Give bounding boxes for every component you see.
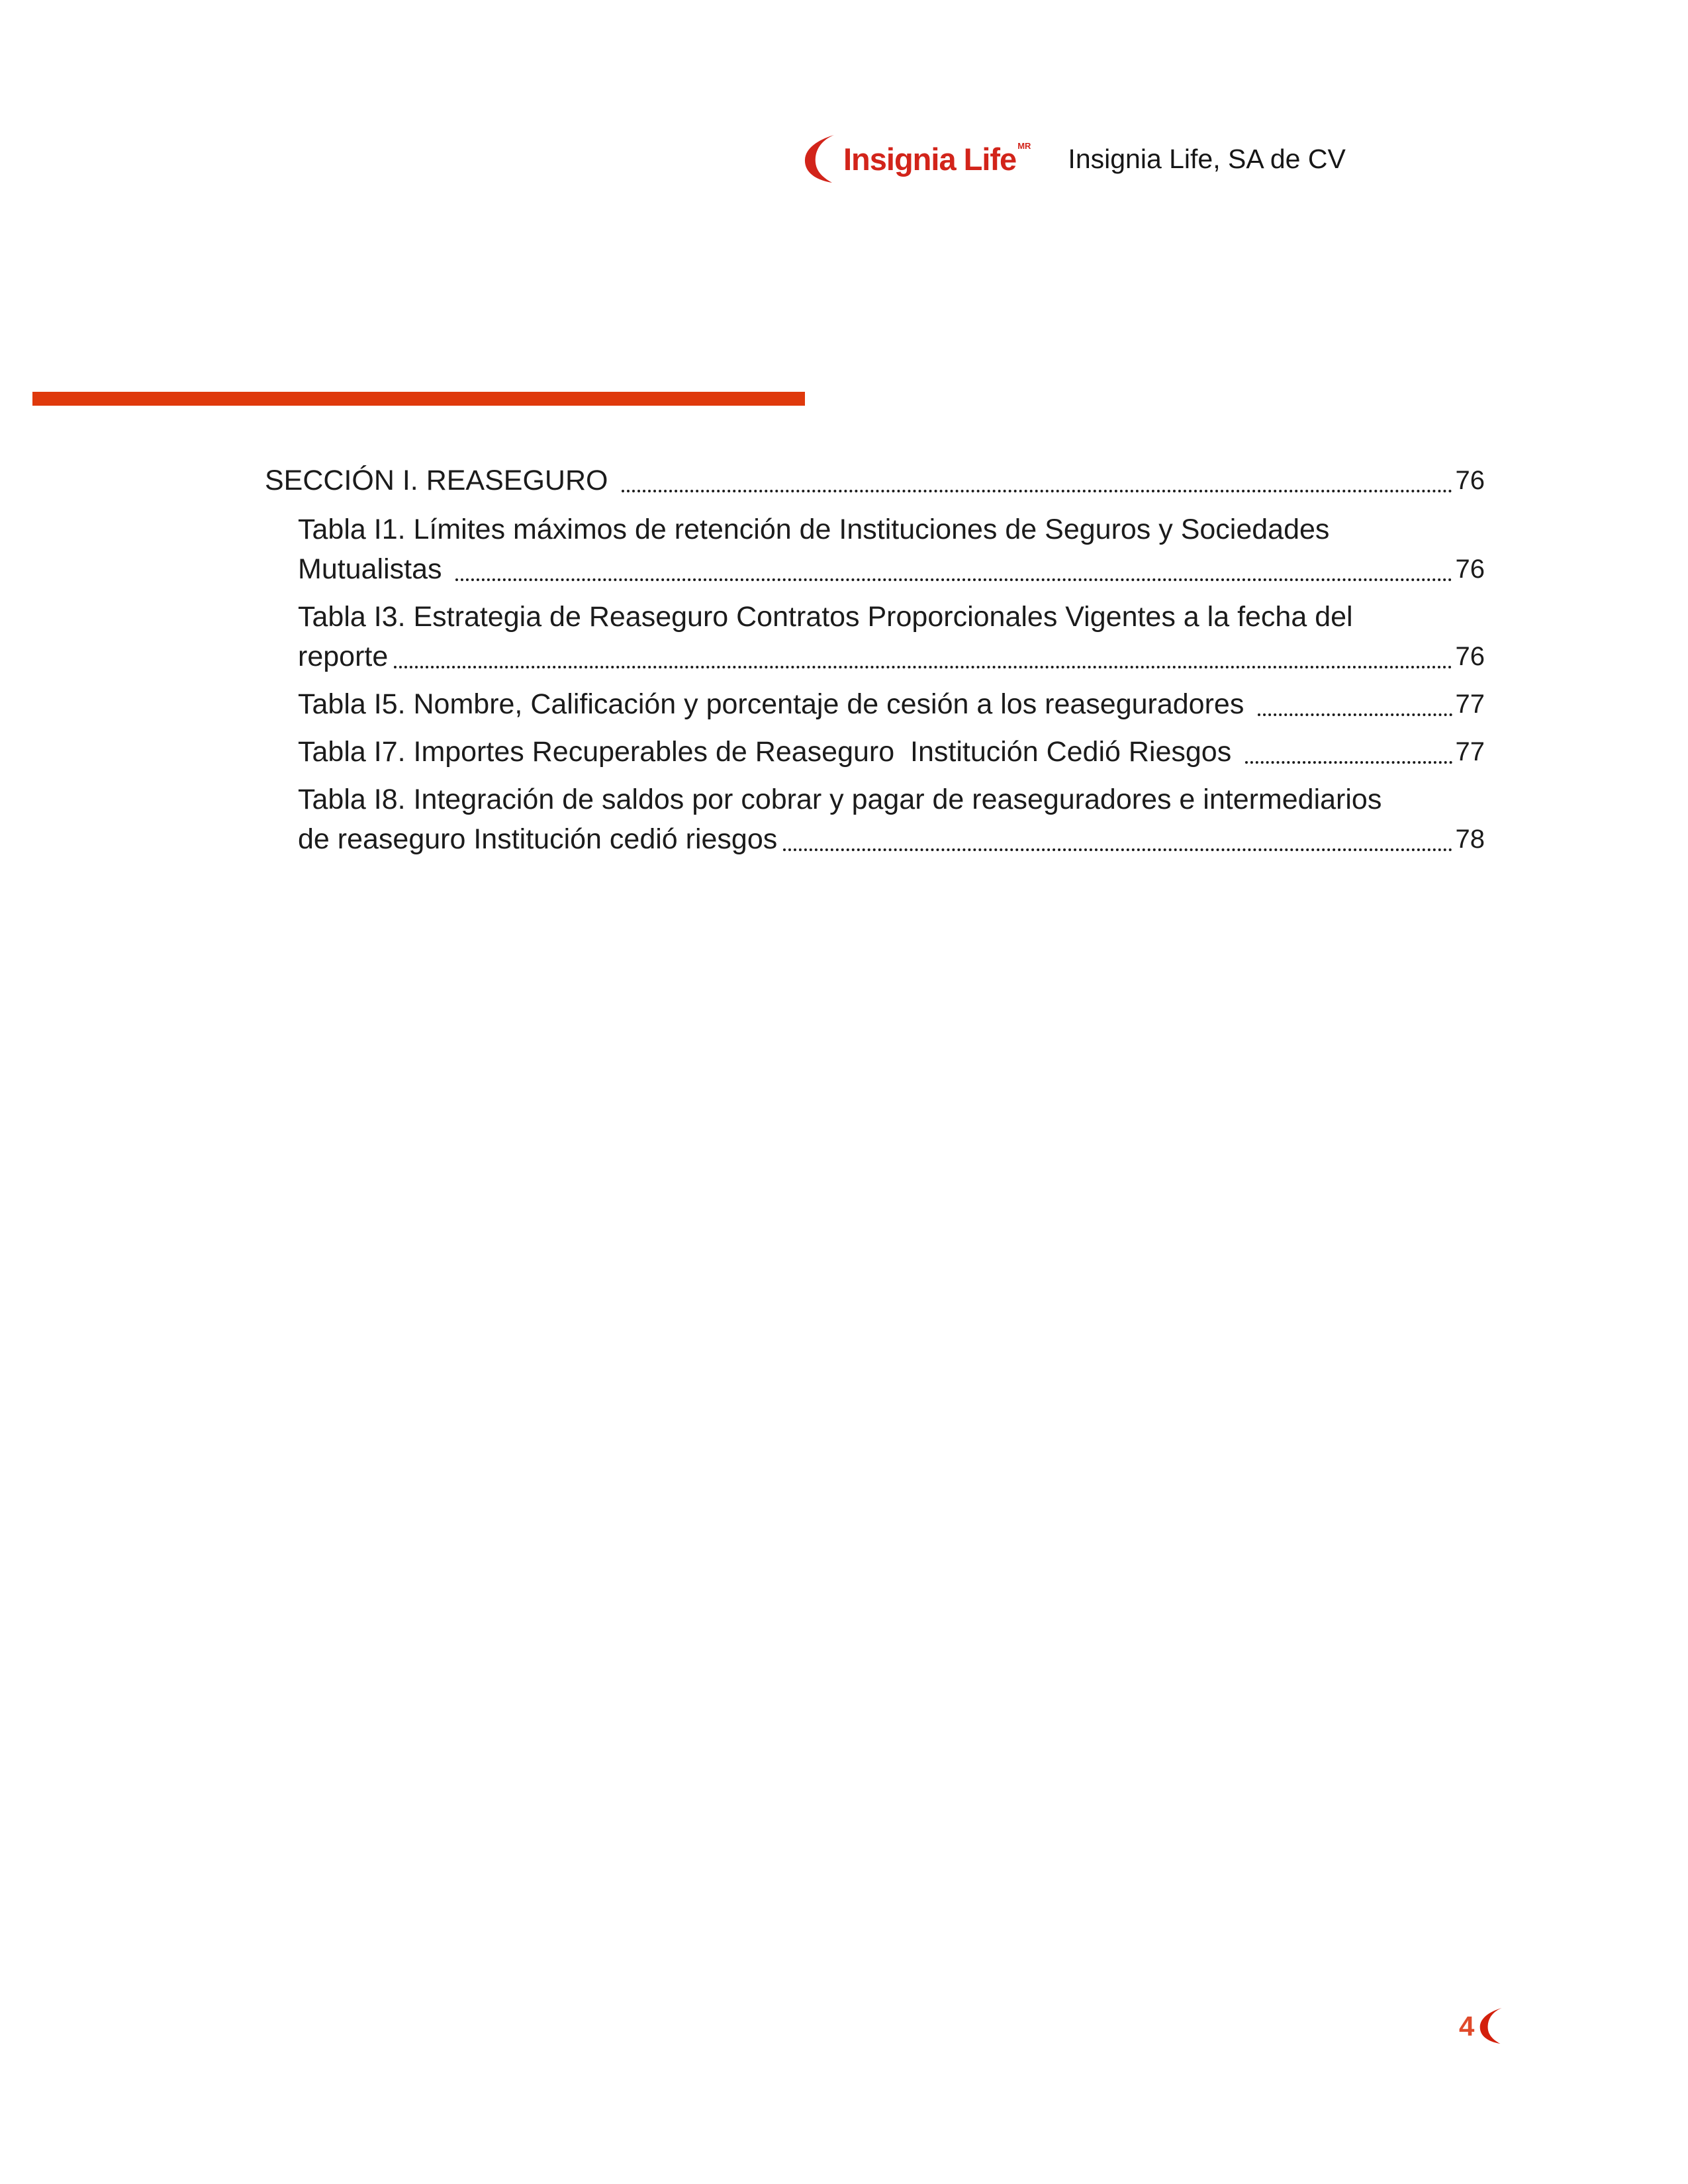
toc-entry-line1: Tabla I3. Estrategia de Reaseguro Contratos Proporcionales Vigentes a la fecha del bbox=[298, 601, 1353, 633]
dotted-leader bbox=[1245, 732, 1452, 764]
toc-page-number: 76 bbox=[1455, 642, 1485, 671]
brand-logo-text: Insignia Life bbox=[843, 141, 1017, 177]
toc-page-number: 76 bbox=[1455, 466, 1485, 495]
toc-entry-line2: de reaseguro Institución cedió riesgos bbox=[298, 823, 778, 855]
dotted-leader bbox=[455, 549, 1452, 581]
toc-page-number: 76 bbox=[1455, 555, 1485, 584]
dotted-leader bbox=[1258, 684, 1452, 716]
toc-entry-tabla-i8[interactable] bbox=[265, 780, 1485, 859]
footer-page-number: 4 bbox=[1459, 2011, 1475, 2042]
toc-entry-tabla-i3[interactable] bbox=[265, 597, 1485, 676]
toc-section-reaseguro[interactable] bbox=[265, 461, 1485, 500]
toc-entry-line1: Tabla I1. Límites máximos de retención de Instituciones de Seguros y Sociedades bbox=[298, 514, 1330, 545]
crescent-moon-footer-icon bbox=[1477, 2008, 1505, 2044]
toc-entry-line1: Tabla I5. Nombre, Calificación y porcentaje de cesión a los reaseguradores bbox=[298, 688, 1252, 720]
toc-entry-line2: reporte bbox=[298, 641, 389, 672]
toc-entry-tabla-i1[interactable] bbox=[265, 510, 1485, 589]
toc-entry-tabla-i7[interactable] bbox=[265, 732, 1485, 772]
toc-page-number: 78 bbox=[1455, 825, 1485, 854]
crescent-moon-logo-icon bbox=[802, 135, 838, 183]
toc-page-number: 77 bbox=[1455, 737, 1485, 766]
toc-entry-line1: Tabla I8. Integración de saldos por cobrar y pagar de reaseguradores e intermediarios bbox=[298, 784, 1382, 815]
page-footer bbox=[1459, 2008, 1505, 2045]
toc-entry-line2: Mutualistas bbox=[298, 553, 450, 585]
toc-section-title: SECCIÓN I. REASEGURO bbox=[265, 465, 616, 496]
dotted-leader bbox=[394, 637, 1452, 668]
table-of-contents bbox=[265, 461, 1485, 867]
page-header bbox=[802, 134, 1346, 183]
dotted-leader bbox=[622, 461, 1452, 492]
toc-page-number: 77 bbox=[1455, 690, 1485, 719]
dotted-leader bbox=[783, 819, 1452, 851]
trademark-superscript: MR bbox=[1017, 140, 1031, 151]
toc-entry-tabla-i5[interactable] bbox=[265, 684, 1485, 724]
section-accent-bar bbox=[32, 392, 805, 406]
toc-entry-line1: Tabla I7. Importes Recuperables de Reaseguro Institución Cedió Riesgos bbox=[298, 736, 1240, 768]
company-name: Insignia Life, SA de CV bbox=[1068, 143, 1346, 174]
